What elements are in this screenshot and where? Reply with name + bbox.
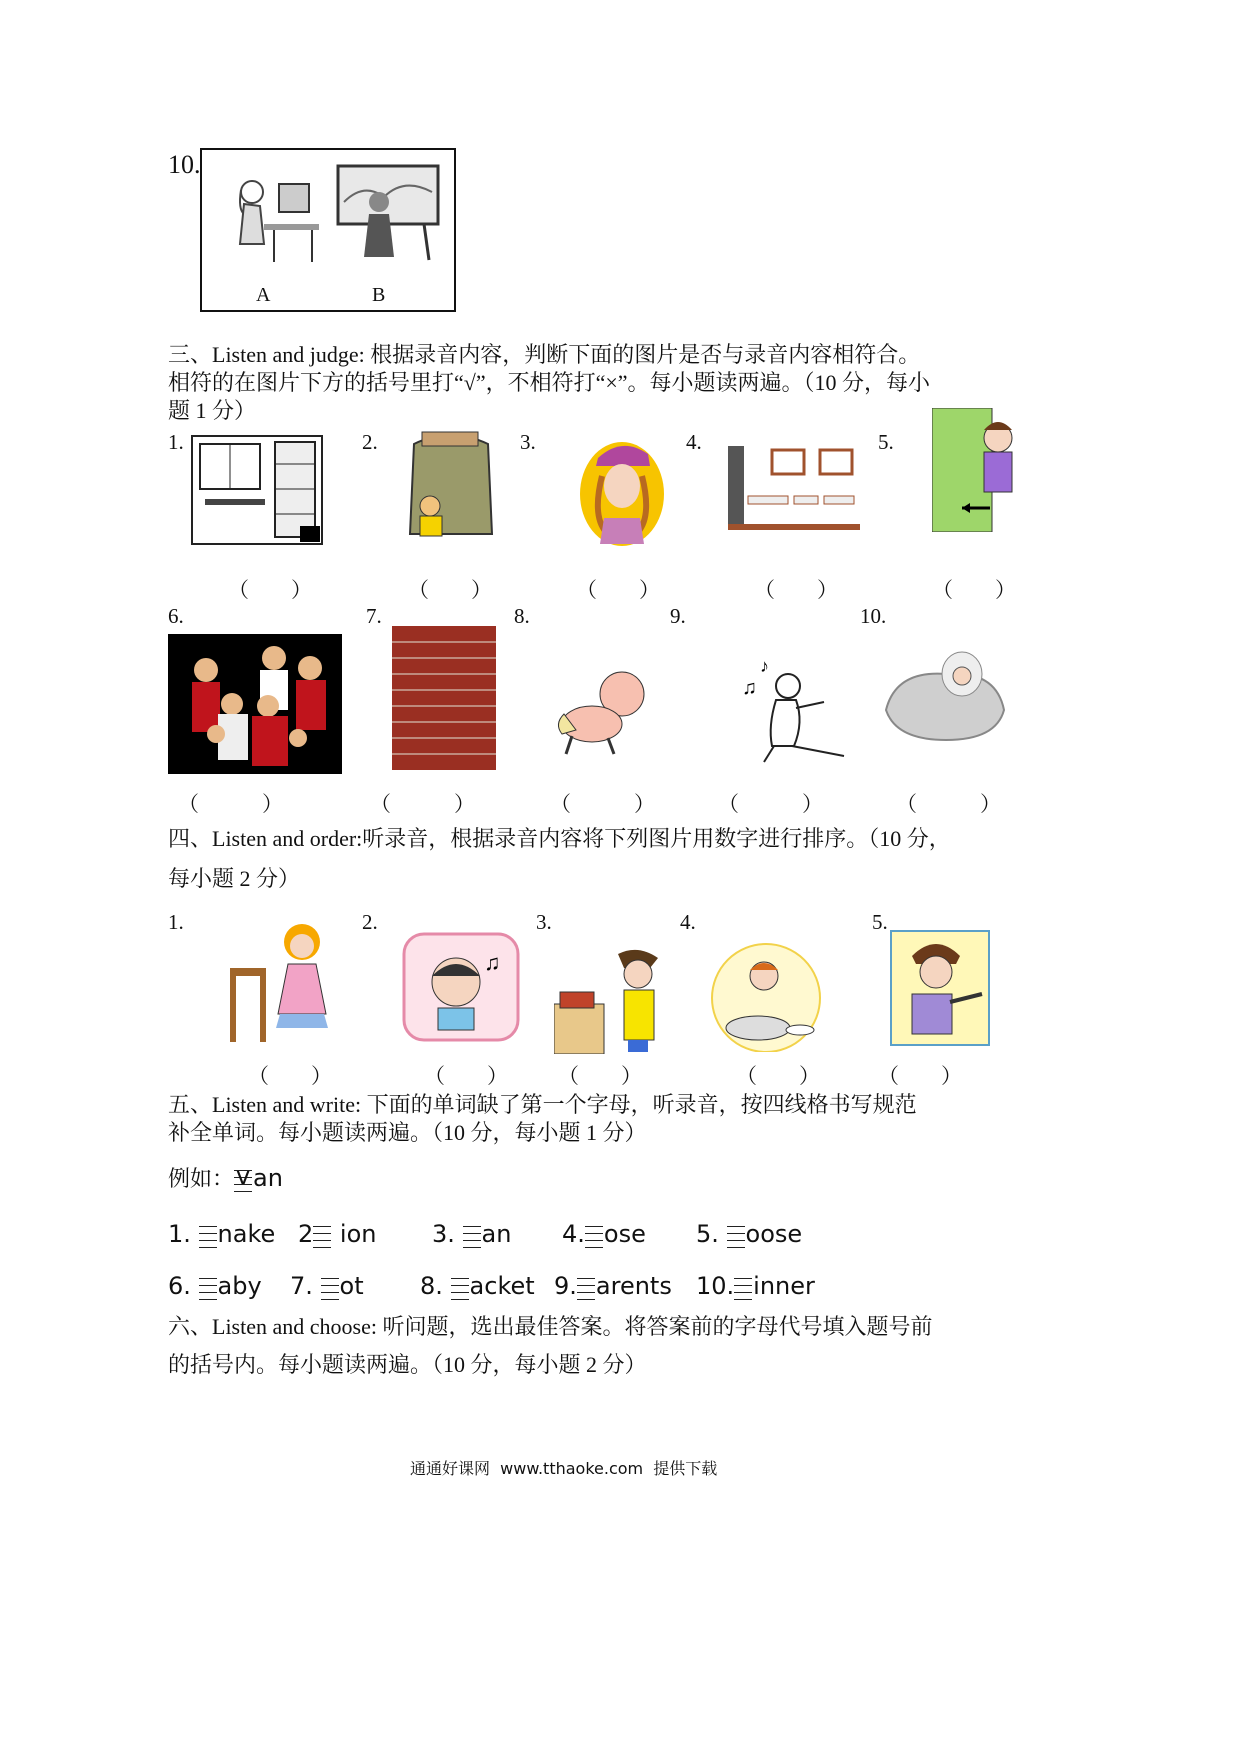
word-rest: acket [469, 1272, 535, 1300]
family-photo-picture [168, 634, 342, 774]
boy-on-phone-picture [554, 944, 664, 1054]
example-label: 例如： [168, 1166, 235, 1191]
sec3-item-number: 7. [366, 604, 382, 628]
four-line-grid[interactable] [451, 1276, 469, 1300]
word-number: 7. [290, 1272, 313, 1300]
sec4-item-number: 2. [362, 910, 378, 934]
four-line-grid[interactable] [321, 1276, 339, 1300]
answer-parentheses[interactable]: （ ） [558, 1064, 642, 1088]
sec3-item-number: 8. [514, 604, 530, 628]
word-rest: ose [603, 1220, 646, 1248]
sec5-instruction-line2: 补全单词。每小题读两遍。（10 分，每小题 1 分） [168, 1120, 647, 1145]
sec3-item-number: 10. [860, 604, 887, 628]
word-rest: aby [217, 1272, 262, 1300]
sec5-word-7[interactable] [290, 1272, 364, 1300]
four-line-grid[interactable] [577, 1276, 595, 1300]
example-letter: v [236, 1162, 251, 1190]
big-schoolbag-picture [402, 424, 498, 546]
sec4-instruction-line1: 四、Listen and order:听录音，根据录音内容将下列图片用数字进行排序。（10 分， [168, 826, 951, 851]
q10-label-b: B [372, 284, 386, 306]
sec6-instruction-line2: 的括号内。每小题读两遍。（10 分，每小题 2 分） [168, 1352, 647, 1377]
word-rest: oose [745, 1220, 803, 1248]
brick-wall-picture [392, 626, 496, 770]
girl-at-computer-picture [224, 164, 324, 264]
sleeping-in-bed-picture [876, 640, 1012, 750]
sec3-item-number: 9. [670, 604, 686, 628]
svg-text:♫: ♫ [484, 950, 501, 975]
q10-picture-box [200, 148, 456, 312]
sec3-item-number: 3. [520, 430, 536, 454]
word-number: 3. [432, 1220, 455, 1248]
sec6-instruction-line1: 六、Listen and choose: 听问题，选出最佳答案。将答案前的字母代号填入题号前 [168, 1314, 933, 1339]
sec5-word-1[interactable] [168, 1220, 275, 1248]
four-line-grid[interactable] [727, 1224, 745, 1248]
sec3-item-number: 4. [686, 430, 702, 454]
study-room-picture [190, 434, 324, 546]
answer-parentheses[interactable]: （ ） [754, 578, 838, 602]
four-line-grid[interactable] [199, 1276, 217, 1300]
sec5-example [168, 1162, 283, 1193]
sec5-word-2[interactable] [298, 1220, 376, 1248]
sec3-instruction-line2: 相符的在图片下方的括号里打“√”，不相符打“×”。每小题读两遍。（10 分，每小 [168, 370, 931, 395]
q10-number: 10. [168, 150, 201, 179]
sec3-item-number: 6. [168, 604, 184, 628]
sec4-item-number: 3. [536, 910, 552, 934]
sec3-item-number: 1. [168, 430, 184, 454]
svg-text:♫: ♫ [742, 677, 757, 699]
word-rest: ot [339, 1272, 364, 1300]
example-rest: an [253, 1164, 283, 1192]
sec5-word-8[interactable] [420, 1272, 535, 1300]
four-line-grid[interactable] [585, 1224, 603, 1248]
answer-parentheses[interactable]: （ ） [248, 1064, 332, 1088]
sec4-item-number: 5. [872, 910, 888, 934]
sec4-item-number: 1. [168, 910, 184, 934]
q10-label-a: A [256, 284, 271, 306]
word-number: 4. [562, 1220, 585, 1248]
sec3-instruction-line1: 三、Listen and judge: 根据录音内容，判断下面的图片是否与录音内容相符合。 [168, 342, 921, 367]
sec3-item-number: 2. [362, 430, 378, 454]
sec5-word-3[interactable] [432, 1220, 511, 1248]
answer-parentheses[interactable]: （ ） [178, 792, 283, 816]
girl-by-chair-picture [222, 916, 338, 1046]
word-number: 9. [554, 1272, 577, 1300]
girl-face-picture [578, 436, 666, 548]
word-number: 10. [696, 1272, 735, 1300]
word-number: 6. [168, 1272, 191, 1300]
four-line-grid[interactable] [199, 1224, 217, 1248]
word-number: 2 [298, 1220, 314, 1248]
four-line-grid[interactable] [734, 1276, 752, 1300]
four-line-grid [234, 1162, 252, 1192]
sec4-item-number: 4. [680, 910, 696, 934]
page-footer: 通通好课网 www.tthaoke.com 提供下载 [410, 1459, 718, 1478]
sec5-word-5[interactable] [696, 1220, 802, 1248]
answer-parentheses[interactable]: （ ） [424, 1064, 508, 1088]
sec4-instruction-line2: 每小题 2 分） [168, 866, 301, 891]
sec3-item-number: 5. [878, 430, 894, 454]
word-rest: arents [595, 1272, 672, 1300]
answer-parentheses[interactable]: （ ） [878, 1064, 962, 1088]
sec3-instruction-line3: 题 1 分） [168, 398, 257, 423]
girl-with-music-picture [402, 932, 520, 1042]
sec5-word-10[interactable] [696, 1272, 815, 1300]
word-number: 5. [696, 1220, 719, 1248]
four-line-grid[interactable] [313, 1224, 331, 1248]
answer-parentheses[interactable]: （ ） [550, 792, 655, 816]
boy-painting-picture [334, 162, 444, 262]
answer-parentheses[interactable]: （ ） [576, 578, 660, 602]
word-number: 1. [168, 1220, 191, 1248]
word-rest: inner [753, 1272, 815, 1300]
word-number: 8. [420, 1272, 443, 1300]
answer-parentheses[interactable]: （ ） [718, 792, 823, 816]
crawling-baby-picture [542, 654, 660, 764]
answer-parentheses[interactable]: （ ） [736, 1064, 820, 1088]
answer-parentheses[interactable]: （ ） [408, 578, 492, 602]
sec5-word-6[interactable] [168, 1272, 262, 1300]
word-rest: nake [217, 1220, 276, 1248]
answer-parentheses[interactable]: （ ） [228, 578, 312, 602]
boy-washing-dishes-picture [708, 942, 824, 1052]
answer-parentheses[interactable]: （ ） [896, 792, 1001, 816]
sec5-instruction-line1: 五、Listen and write: 下面的单词缺了第一个字母，听录音，按四线格书写规范 [168, 1092, 917, 1117]
word-rest: an [481, 1220, 512, 1248]
answer-parentheses[interactable]: （ ） [370, 792, 475, 816]
sec5-word-9[interactable] [554, 1272, 672, 1300]
boy-opening-door-picture [932, 408, 1030, 532]
boy-with-bone-picture [890, 930, 990, 1046]
classroom-picture [728, 436, 860, 532]
four-line-grid[interactable] [463, 1224, 481, 1248]
svg-text:♪: ♪ [760, 656, 769, 676]
answer-parentheses[interactable]: （ ） [932, 578, 1016, 602]
singing-boy-picture [734, 656, 852, 764]
word-rest: ion [332, 1220, 377, 1248]
sec5-word-4[interactable] [562, 1220, 646, 1248]
